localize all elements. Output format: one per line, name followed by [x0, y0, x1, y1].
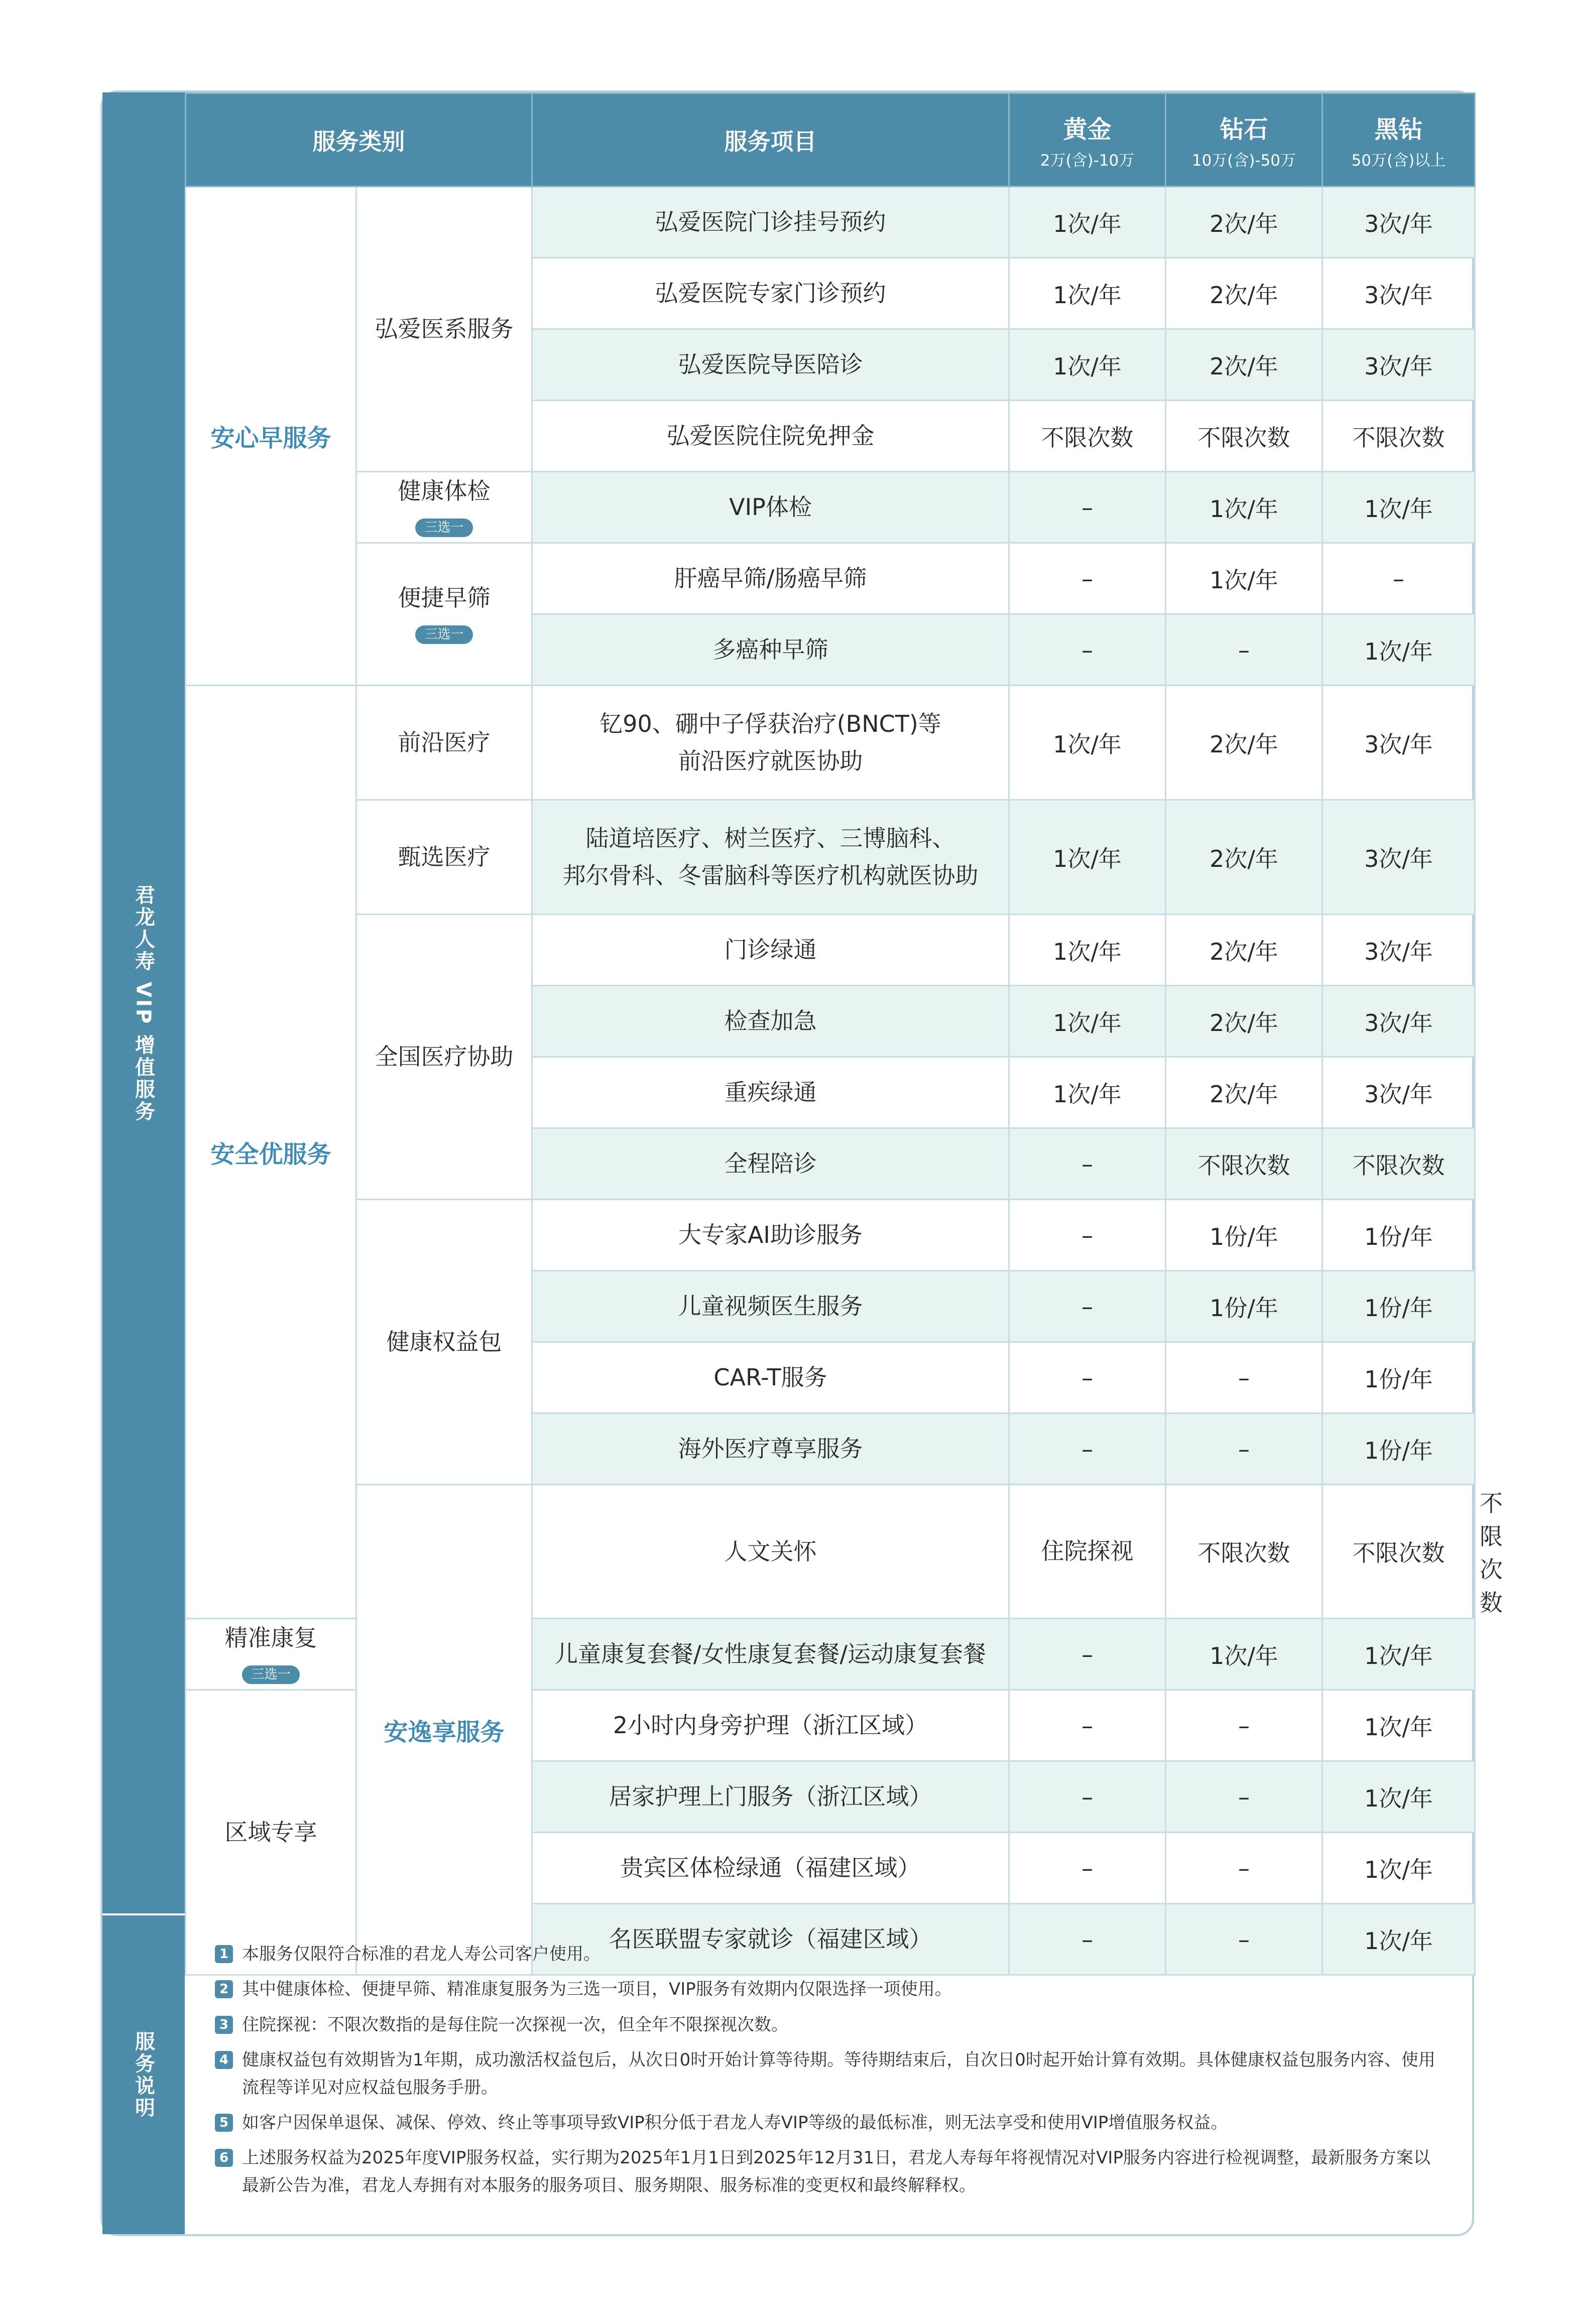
- value-diamond: –: [1166, 1904, 1322, 1975]
- value-black: 1次/年: [1322, 1833, 1475, 1904]
- header-tier-diamond: [1166, 93, 1322, 187]
- subcategory-label: 精准康复: [224, 1624, 317, 1652]
- subcategory-label: 便捷早筛: [398, 584, 491, 612]
- note-text: 住院探视：不限次数指的是每住院一次探视一次，但全年不限探视次数。: [242, 2014, 788, 2035]
- service-item: 弘爱医院住院免押金: [532, 401, 1009, 472]
- note-item: [215, 2011, 1442, 2038]
- service-item: 住院探视: [1009, 1485, 1166, 1619]
- value-diamond: 2次/年: [1166, 915, 1322, 986]
- note-number-badge: 5: [215, 2114, 233, 2132]
- service-item-line: 邦尔骨科、冬雷脑科等医疗机构就医协助: [562, 861, 979, 889]
- service-item: 弘爱医院门诊挂号预约: [532, 187, 1009, 258]
- value-gold: –: [1009, 1271, 1166, 1342]
- value-diamond: 2次/年: [1166, 800, 1322, 915]
- value-diamond: 不限次数: [1166, 401, 1322, 472]
- service-item: [532, 686, 1009, 800]
- service-item-line: 前沿医疗就医协助: [678, 747, 863, 774]
- value-black: 3次/年: [1322, 329, 1475, 401]
- note-text: 上述服务权益为2025年度VIP服务权益，实行期为2025年1月1日到2025年12月31日，君龙人寿每年将视情况对VIP服务内容进行检视调整，最新服务方案以最新公告为准，君龙人寿拥有对本服务的服务项目、服务期限、服务标准的变更权和最终解释权。: [242, 2148, 1430, 2196]
- category-anxin: 安心早服务: [186, 187, 356, 686]
- value-gold: –: [1009, 543, 1166, 614]
- notes-title: 服务说明: [132, 2030, 155, 2119]
- sidebar-main-label: [102, 92, 185, 1915]
- value-diamond: 不限次数: [1166, 1128, 1322, 1200]
- note-text: 本服务仅限符合标准的君龙人寿公司客户使用。: [242, 1944, 600, 1964]
- table-row: [186, 1200, 1475, 1271]
- table-row: [186, 800, 1475, 915]
- subcategory-regional: 区域专享: [186, 1690, 356, 1975]
- note-item: [215, 2109, 1442, 2136]
- subcategory-hongai: 弘爱医系服务: [356, 187, 532, 472]
- service-item: 弘爱医院导医陪诊: [532, 329, 1009, 401]
- value-gold: –: [1009, 1833, 1166, 1904]
- subcategory-frontier: 前沿医疗: [356, 686, 532, 800]
- tier-range: 2万(含)-10万: [1040, 151, 1135, 170]
- value-diamond: 2次/年: [1166, 187, 1322, 258]
- value-diamond: 2次/年: [1166, 329, 1322, 401]
- value-black: 3次/年: [1322, 915, 1475, 986]
- value-gold: 不限次数: [1009, 401, 1166, 472]
- vip-service-card: [100, 90, 1503, 2236]
- note-text: 如客户因保单退保、减保、停效、终止等事项导致VIP积分低于君龙人寿VIP等级的最低标准，则无法享受和使用VIP增值服务权益。: [242, 2112, 1228, 2133]
- value-diamond: 1份/年: [1166, 1200, 1322, 1271]
- table-row: [186, 915, 1475, 986]
- value-gold: 不限次数: [1166, 1485, 1322, 1619]
- table-row: 安逸享服务 人文关怀 住院探视 不限次数 不限次数 不限次数: [186, 1485, 1475, 1619]
- value-gold: 1次/年: [1009, 986, 1166, 1057]
- note-number-badge: 4: [215, 2051, 233, 2069]
- choose-one-badge: 三选一: [415, 625, 472, 644]
- service-item: 儿童康复套餐/女性康复套餐/运动康复套餐: [532, 1619, 1009, 1690]
- value-gold: –: [1009, 1761, 1166, 1833]
- value-black: 3次/年: [1322, 986, 1475, 1057]
- table-row: [186, 543, 1475, 614]
- value-diamond: –: [1166, 1690, 1322, 1761]
- tier-range: 50万(含)以上: [1351, 151, 1446, 170]
- service-item: 肝癌早筛/肠癌早筛: [532, 543, 1009, 614]
- value-black: 1份/年: [1322, 1200, 1475, 1271]
- value-diamond: 1次/年: [1166, 543, 1322, 614]
- value-diamond: 不限次数: [1322, 1485, 1475, 1619]
- service-item: VIP体检: [532, 472, 1009, 543]
- value-diamond: 1次/年: [1166, 1619, 1322, 1690]
- service-item: 大专家AI助诊服务: [532, 1200, 1009, 1271]
- sidebar-title: 君龙人寿 VIP 增值服务: [132, 884, 155, 1123]
- tier-name: 黄金: [1063, 115, 1112, 144]
- value-gold: 1次/年: [1009, 1057, 1166, 1128]
- value-diamond: –: [1166, 1761, 1322, 1833]
- subcategory-checkup: [356, 472, 532, 543]
- subcategory-selected: 甄选医疗: [356, 800, 532, 915]
- service-item: 门诊绿通: [532, 915, 1009, 986]
- service-item: 全程陪诊: [532, 1128, 1009, 1200]
- value-gold: –: [1009, 1128, 1166, 1200]
- value-diamond: 2次/年: [1166, 686, 1322, 800]
- value-black: 1份/年: [1322, 1413, 1475, 1485]
- value-gold: 1次/年: [1009, 329, 1166, 401]
- service-item: 检查加急: [532, 986, 1009, 1057]
- service-item-line: 钇90、硼中子俘获治疗(BNCT)等: [599, 710, 941, 737]
- value-black: 3次/年: [1322, 258, 1475, 329]
- subcategory-screening: [356, 543, 532, 686]
- value-black: 1份/年: [1322, 1271, 1475, 1342]
- value-black: 3次/年: [1322, 187, 1475, 258]
- value-gold: –: [1009, 1200, 1166, 1271]
- value-diamond: 1份/年: [1166, 1271, 1322, 1342]
- table-row: [186, 187, 1475, 258]
- service-item: 海外医疗尊享服务: [532, 1413, 1009, 1485]
- service-item: 弘爱医院专家门诊预约: [532, 258, 1009, 329]
- header-tier-gold: [1009, 93, 1166, 187]
- note-item: [215, 2144, 1442, 2199]
- service-item: [532, 800, 1009, 915]
- value-black: 1次/年: [1322, 472, 1475, 543]
- service-item: 名医联盟专家就诊（福建区域）: [532, 1904, 1009, 1975]
- service-item-line: 陆道培医疗、树兰医疗、三博脑科、: [585, 824, 955, 852]
- service-item: 多癌种早筛: [532, 614, 1009, 686]
- value-black: 1次/年: [1322, 1690, 1475, 1761]
- value-gold: 1次/年: [1009, 686, 1166, 800]
- header-item: 服务项目: [532, 93, 1009, 187]
- value-black: 不限次数: [1322, 401, 1475, 472]
- note-text: 健康权益包有效期皆为1年期，成功激活权益包后，从次日0时开始计算等待期。等待期结束后，自次日0时起开始计算有效期。具体健康权益包服务内容、使用流程等详见对应权益包服务手册。: [242, 2050, 1435, 2098]
- service-item: 重疾绿通: [532, 1057, 1009, 1128]
- tier-name: 黑钻: [1374, 115, 1423, 144]
- note-number-badge: 2: [215, 1980, 233, 1998]
- header-row: [186, 93, 1475, 187]
- value-diamond: 2次/年: [1166, 1057, 1322, 1128]
- value-gold: 1次/年: [1009, 258, 1166, 329]
- service-item: 贵宾区体检绿通（福建区域）: [532, 1833, 1009, 1904]
- value-gold: –: [1009, 614, 1166, 686]
- category-anyi: 安逸享服务: [356, 1485, 532, 1975]
- value-diamond: 2次/年: [1166, 986, 1322, 1057]
- note-item: [215, 1941, 1442, 1968]
- note-number-badge: 6: [215, 2149, 233, 2167]
- value-black: 3次/年: [1322, 1057, 1475, 1128]
- subcategory-rehab: [186, 1619, 356, 1690]
- value-diamond: –: [1166, 1833, 1322, 1904]
- header-tier-black: [1322, 93, 1475, 187]
- note-item: [215, 1976, 1442, 2003]
- subcategory-humanity: 人文关怀: [532, 1485, 1009, 1619]
- value-black: 1次/年: [1322, 614, 1475, 686]
- value-black: 3次/年: [1322, 686, 1475, 800]
- value-gold: –: [1009, 1619, 1166, 1690]
- table-row: [186, 686, 1475, 800]
- value-black: 1次/年: [1322, 1761, 1475, 1833]
- notes-section: [185, 1915, 1472, 2234]
- service-item: 居家护理上门服务（浙江区域）: [532, 1761, 1009, 1833]
- header-category: 服务类别: [186, 93, 532, 187]
- value-black: –: [1322, 543, 1475, 614]
- value-gold: –: [1009, 1690, 1166, 1761]
- category-anquan: 安全优服务: [186, 686, 356, 1619]
- note-number-badge: 1: [215, 1945, 233, 1963]
- subcategory-wellness: 健康权益包: [356, 1200, 532, 1485]
- note-item: [215, 2046, 1442, 2101]
- tier-name: 钻石: [1220, 115, 1268, 144]
- value-black: 1次/年: [1322, 1904, 1475, 1975]
- value-black: 1次/年: [1322, 1619, 1475, 1690]
- value-diamond: 2次/年: [1166, 258, 1322, 329]
- value-black: 不限次数: [1322, 1128, 1475, 1200]
- table-row: [186, 472, 1475, 543]
- value-black: 1份/年: [1322, 1342, 1475, 1413]
- service-item: 2小时内身旁护理（浙江区域）: [532, 1690, 1009, 1761]
- service-table: [185, 92, 1503, 1976]
- value-black: 3次/年: [1322, 800, 1475, 915]
- value-gold: –: [1009, 1342, 1166, 1413]
- value-gold: –: [1009, 1413, 1166, 1485]
- value-diamond: –: [1166, 1342, 1322, 1413]
- value-diamond: –: [1166, 614, 1322, 686]
- note-text: 其中健康体检、便捷早筛、精准康复服务为三选一项目，VIP服务有效期内仅限选择一项使用。: [242, 1979, 952, 2000]
- subcategory-label: 健康体检: [398, 477, 491, 505]
- note-number-badge: 3: [215, 2016, 233, 2034]
- tier-range: 10万(含)-50万: [1191, 151, 1296, 170]
- value-gold: –: [1009, 472, 1166, 543]
- service-item: 儿童视频医生服务: [532, 1271, 1009, 1342]
- choose-one-badge: 三选一: [415, 519, 472, 537]
- sidebar-notes-label: [102, 1915, 185, 2234]
- subcategory-national: 全国医疗协助: [356, 915, 532, 1200]
- value-gold: 1次/年: [1009, 800, 1166, 915]
- value-diamond: –: [1166, 1413, 1322, 1485]
- value-gold: 1次/年: [1009, 915, 1166, 986]
- value-gold: –: [1009, 1904, 1166, 1975]
- value-gold: 1次/年: [1009, 187, 1166, 258]
- choose-one-badge: 三选一: [242, 1665, 299, 1684]
- service-item: CAR-T服务: [532, 1342, 1009, 1413]
- value-diamond: 1次/年: [1166, 472, 1322, 543]
